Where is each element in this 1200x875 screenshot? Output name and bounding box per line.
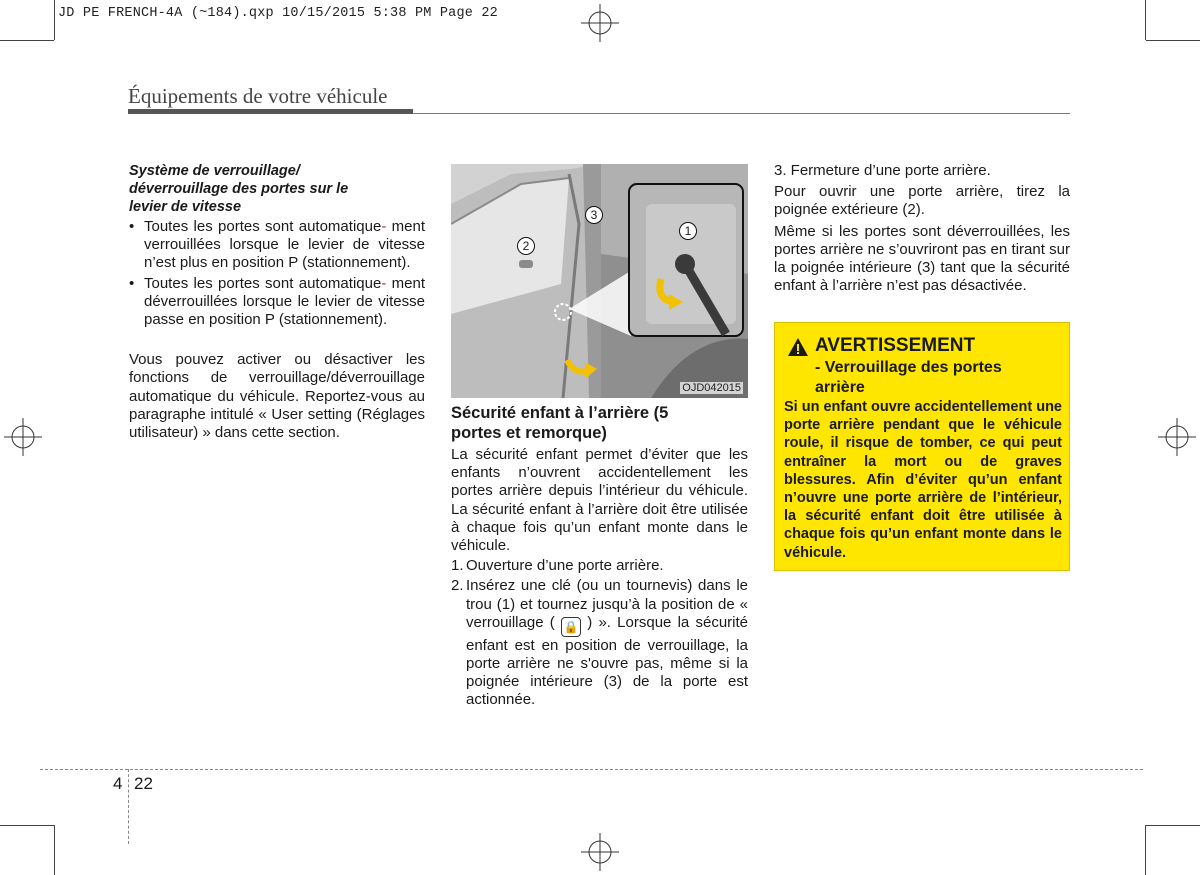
child-lock-figure	[451, 164, 748, 398]
step-3: 3. Fermeture d’une porte arrière.	[774, 162, 991, 179]
header-rule-thin	[413, 113, 1070, 114]
warning-subtitle: - Verrouillage des portes arrière	[815, 359, 1002, 396]
crop-mark-top-left-v	[54, 0, 55, 40]
print-slug: JD PE FRENCH-4A (~184).qxp 10/15/2015 5:38 PM Page 22	[58, 6, 498, 21]
list-item: • Toutes les portes sont automatique- ment déverrouillées lorsque le levier de vitesse passe en position P (stationnement).	[129, 275, 425, 330]
list-item: 2. Insérez une clé (ou un tournevis) dans le trou (1) et tournez jusqu’à la position de « verrouillage ( 🔒 ) ». Lorsque la sécurité enfant est en position de verrouillage, la porte arrière ne s'ouvre pas, même si la poignée intérieure (3) de la porte est actionnée.	[451, 577, 749, 709]
warning-body: Si un enfant ouvre accidentellement une porte arrière pendant que le véhicule roule, il risque de tomber, ce qui peut entraîner la mort ou de graves blessures. Afin d’éviter qu’un enfant n’ouvre une porte arrière de l’intérieur, la sécurité enfant doit être utilisée à chaque fois qu’un enfant monte dans le véhicule.	[784, 399, 1062, 561]
list-item: • Toutes les portes sont automatique- ment verrouillées lorsque le levier de vitesse n’est plus en position P (stationnement).	[129, 218, 425, 273]
section-heading: Sécurité enfant à l’arrière (5 portes et remorque)	[451, 404, 669, 442]
crop-mark-top-right-v	[1145, 0, 1146, 40]
figure-illustration	[451, 164, 748, 398]
footer-dashed-divider	[128, 769, 129, 844]
callout-2: 2	[517, 237, 535, 255]
body-paragraph: Vous pouvez activer ou désactiver les fonctions de verrouillage/déverrouillage automatique du véhicule. Reportez-vous au paragraphe intitulé « User setting (Réglages utilisateur) » dans cette section.	[129, 351, 425, 442]
registration-mark-bottom-icon	[581, 833, 619, 871]
column-1	[129, 162, 425, 442]
steps-list	[451, 557, 748, 709]
registration-mark-top-icon	[581, 4, 619, 42]
footer-dashed-rule	[40, 769, 1143, 770]
callout-3: 3	[585, 206, 603, 224]
registration-mark-left-icon	[4, 418, 42, 456]
crop-mark-top-left-h	[0, 40, 54, 41]
column-2	[451, 404, 748, 710]
registration-mark-right-icon	[1158, 418, 1196, 456]
chapter-title: Équipements de votre véhicule	[128, 84, 388, 108]
crop-mark-bottom-right-h	[1146, 825, 1200, 826]
header-rule-thick	[128, 109, 413, 114]
callout-1: 1	[679, 222, 697, 240]
lock-icon: 🔒	[561, 617, 581, 637]
page-number: 22	[134, 774, 153, 793]
bullet-list	[129, 218, 425, 329]
section-subheading: Système de verrouillage/ déverrouillage des portes sur le levier de vitesse	[129, 163, 349, 215]
crop-mark-bottom-left-h	[0, 825, 54, 826]
warning-triangle-icon	[787, 337, 809, 357]
body-paragraph: La sécurité enfant permet d’éviter que les enfants n’ouvrent accidentellement les portes arrière depuis l’intérieur du véhicule. La sécurité enfant à l’arrière doit être utilisée à chaque fois qu’un enfant monte dans le véhicule.	[451, 446, 748, 555]
figure-code: OJD042015	[682, 382, 741, 394]
warning-box	[774, 322, 1070, 571]
crop-mark-bottom-left-v	[54, 825, 55, 875]
page-chapter-number: 4	[113, 774, 123, 793]
body-paragraph: Même si les portes sont déverrouillées, les portes arrière ne s’ouvriront pas en tirant sur la poignée intérieure (3) tant que la sécurité enfant à l’arrière n’est pas désactivée.	[774, 222, 1070, 295]
list-item: 1. Ouverture d’une porte arrière.	[451, 557, 664, 575]
crop-mark-bottom-right-v	[1145, 825, 1146, 875]
warning-title: AVERTISSEMENT	[815, 335, 976, 356]
crop-mark-top-right-h	[1146, 40, 1200, 41]
column-3	[774, 162, 1070, 295]
body-paragraph: Pour ouvrir une porte arrière, tirez la poignée extérieure (2).	[774, 183, 1070, 219]
